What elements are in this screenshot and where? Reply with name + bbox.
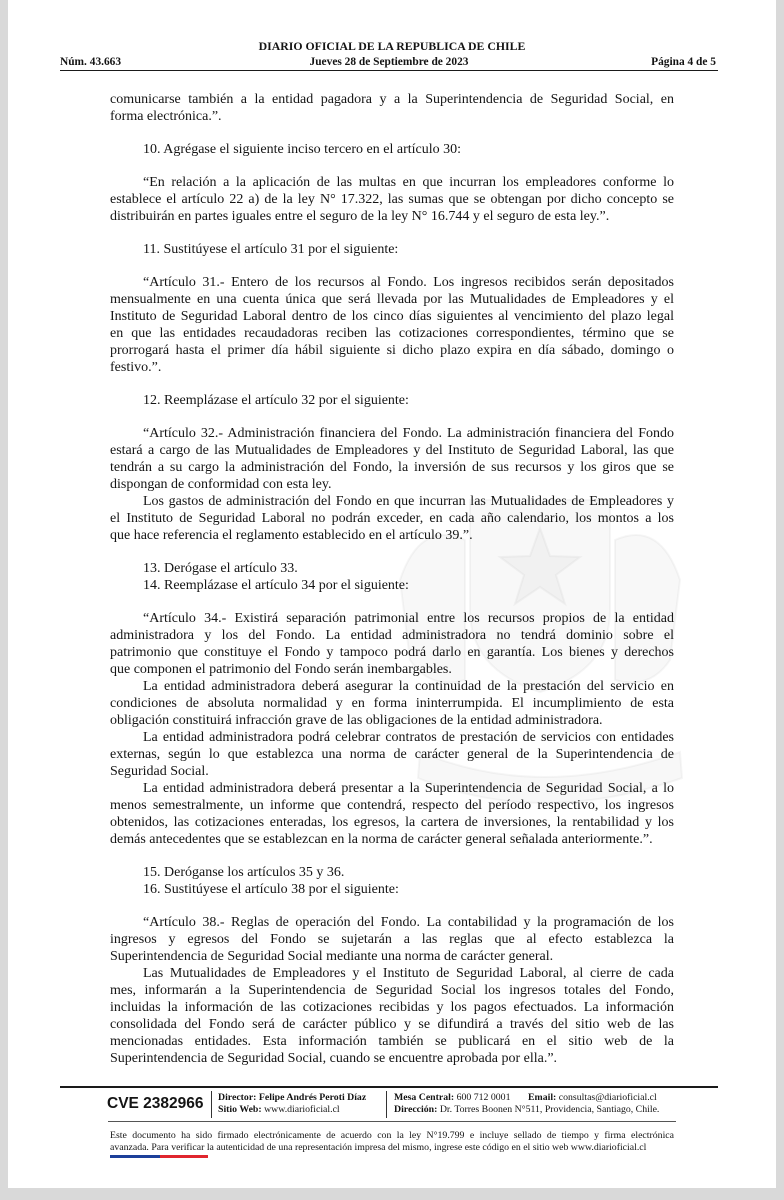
text-line: estará a cargo de las Mutualidades de Empleadores y del Instituto de Seguridad Laboral, las que [110,443,674,458]
text-line: Seguridad Social. [110,764,209,779]
director-line [218,1092,366,1104]
text-line: 12. Reemplázase el artículo 32 por el siguiente: [143,393,409,408]
footer-top-rule [60,1086,718,1088]
text-line: 10. Agrégase el siguiente inciso tercero en el artículo 30: [143,142,462,157]
flag-red [160,1155,208,1158]
text-line: 11. Sustitúyese el artículo 31 por el siguiente: [143,242,399,257]
text-line: demás antecedentes que se establezcan en la norma de carácter general señalada anteriormente.”. [110,832,653,847]
text-line: Instituto de Seguridad Laboral dentro de los cinco días siguientes al vencimiento del plazo legal [110,309,674,324]
director-name: Felipe Andrés Peroti Díaz [258,1092,367,1103]
text-block [110,141,674,158]
text-line: mencionadas entidades. Esta información también se publicará en el sitio web de la [110,1034,674,1049]
text-line: consolidada del Fondo será de carácter público y se difundirá a través del sitio web de las [110,1017,674,1032]
text-line: distribuirán en partes iguales entre el seguro de la ley N° 16.744 y el seguro de esta ley.”. [110,209,610,224]
text-line: obtenidos, las cotizaciones enteradas, los egresos, la cartera de inversiones, la rentabilidad y los [110,815,674,830]
text-line: “En relación a la aplicación de las multas en que incurran los empleadores conforme lo [143,175,674,190]
text-block [110,174,674,225]
director-label: Director: [218,1092,257,1103]
text-line: “Artículo 34.- Existirá separación patrimonial entre los recursos propios de la entidad [143,611,674,626]
text-block [110,914,674,1067]
text-line: patrimonio que constituye el Fondo y tampoco podrá darlo en garantía. Los bienes y derechos [110,645,674,660]
email-label: Email: [528,1092,557,1103]
text-line: ingresos y egresos del Fondo se sujetarán a las reglas que al efecto establezca la [110,932,674,947]
paragraph [110,881,674,898]
text-line: “Artículo 32.- Administración financiera del Fondo. La administración financiera del Fondo [143,426,674,441]
text-line: La entidad administradora deberá asegurar la continuidad de la prestación del servicio en [143,679,674,694]
text-block [110,864,674,898]
text-line: establece el artículo 22 a) de la ley N° 17.322, las sumas que se obtengan por dicho concepto se [110,192,674,207]
text-line: mensualmente en una cuenta única que será llevada por las Mutualidades de Empleadores y el [110,292,674,307]
notice-line: avanzada. Para verificar la autenticidad de una representación impresa del mismo, ingrese este código en el sitio web www.diarioficial.cl [110,1142,647,1153]
footer-contact-column [394,1092,684,1116]
text-block [110,241,674,258]
paragraph [110,780,674,848]
paragraph [110,914,674,965]
issue-date: Jueves 28 de Septiembre de 2023 [309,56,469,68]
text-line: prorrogará hasta el primer día hábil siguiente si dicho plazo expira en día sábado, domingo o [110,343,674,358]
text-line: La entidad administradora podrá celebrar contratos de prestación de servicios con entidades [143,730,674,745]
footer-bottom-rule [108,1121,676,1122]
text-line: 14. Reemplázase el artículo 34 por el siguiente: [143,578,409,593]
paragraph [110,392,674,409]
email-link[interactable]: consultas@diarioficial.cl [558,1092,657,1103]
text-line: dispongan de conformidad con esta ley. [110,477,332,492]
paragraph [110,965,674,1067]
text-line: “Artículo 38.- Reglas de operación del Fondo. La contabilidad y la programación de los [143,915,674,930]
text-block [110,392,674,409]
text-block [110,425,674,544]
paragraph [110,729,674,780]
text-block [110,560,674,594]
newspaper-title: DIARIO OFICIAL DE LA REPUBLICA DE CHILE [258,39,526,53]
text-line: Superintendencia de Seguridad Social mediante una norma de carácter general. [110,949,554,964]
header-rule [60,70,718,71]
phone-number: 600 712 0001 [456,1092,511,1103]
issue-number: Núm. 43.663 [60,56,122,68]
text-line: 13. Derógase el artículo 33. [143,561,298,576]
text-line: festivo.”. [110,360,162,375]
text-line: administradora y los del Fondo. La entidad administradora no tendrá dominio sobre el [110,628,674,643]
text-line: que hace referencia el reglamento establecido en el artículo 39.”. [110,528,473,543]
paragraph [110,610,674,678]
paragraph [110,274,674,376]
text-block [110,610,674,848]
text-line: obligación constituirá infracción grave de las obligaciones de la entidad administradora. [110,713,603,728]
email-group [528,1092,657,1104]
text-line: Las Mutualidades de Empleadores y el Instituto de Seguridad Laboral, al cierre de cada [143,966,674,981]
text-line: La entidad administradora deberá presentar a la Superintendencia de Seguridad Social, a lo [143,781,674,796]
text-line: en que las entidades recaudadoras reciben las cotizaciones correspondientes, término que se [110,326,674,341]
text-line: tendrán a su cargo la administración del Fondo, la inversión de sus recursos y los giros que se [110,460,674,475]
cve-code: CVE 2382966 [107,1095,204,1112]
phone-label: Mesa Central: [394,1092,455,1103]
footer-director-column [218,1092,366,1116]
website-label: Sitio Web: [218,1104,262,1115]
text-line: menos semestralmente, un informe que contendrá, respecto del período respectivo, los ingresos [110,798,674,813]
footer-divider [386,1091,387,1118]
paragraph [110,174,674,225]
paragraph [110,141,674,158]
text-line: condiciones de absoluta normalidad y en forma ininterrumpida. El incumplimiento de esta [110,696,674,711]
signature-notice [110,1130,674,1154]
paragraph [110,577,674,594]
paragraph [110,493,674,544]
text-block [110,274,674,376]
text-line: externas, según lo que establezca una norma de carácter general de la Superintendencia de [110,747,674,762]
paragraph [110,678,674,729]
text-line: 15. Deróganse los artículos 35 y 36. [143,865,345,880]
address-line [394,1104,684,1116]
flag-blue [110,1155,160,1158]
paragraph [110,425,674,493]
website-line [218,1104,366,1116]
paragraph [110,91,674,125]
text-line: 16. Sustitúyese el artículo 38 por el siguiente: [143,882,399,897]
address-text: Dr. Torres Boonen N°511, Providencia, Santiago, Chile. [439,1104,660,1115]
paragraph [110,560,674,577]
text-line: comunicarse también a la entidad pagadora y a la Superintendencia de Seguridad Social, en [110,92,674,107]
address-label: Dirección: [394,1104,438,1115]
text-line: forma electrónica.”. [110,109,222,124]
text-line: que componen el patrimonio del Fondo serán inembargables. [110,662,452,677]
flag-stripe [110,1155,208,1158]
text-line: incluidas la información de las cotizaciones recibidas y los pagos efectuados. La información [110,1000,674,1015]
text-line: mes, informarán a la Superintendencia de Seguridad Social los ingresos totales del Fondo, [110,983,674,998]
text-line: Los gastos de administración del Fondo en que incurran las Mutualidades de Empleadores y [143,494,674,509]
website-link[interactable]: www.diarioficial.cl [264,1104,340,1115]
document-body [110,91,674,1067]
notice-line: Este documento ha sido firmado electrónicamente de acuerdo con la ley N°19.799 e incluye sellado de tiempo y firma electrónica [110,1130,674,1141]
page-number: Página 4 de 5 [651,56,716,68]
text-line: Superintendencia de Seguridad Social, cuando se encuentre aprobada por ella.”. [110,1051,558,1066]
masthead-meta [60,55,718,69]
paragraph [110,864,674,881]
text-block [110,91,674,125]
contact-line [394,1092,684,1104]
text-line: “Artículo 31.- Entero de los recursos al Fondo. Los ingresos recibidos serán depositados [143,275,674,290]
paragraph [110,241,674,258]
text-line: el Instituto de Seguridad Laboral no podrán exceder, en cada año calendario, los montos a los [110,511,674,526]
footer-divider [211,1091,212,1118]
